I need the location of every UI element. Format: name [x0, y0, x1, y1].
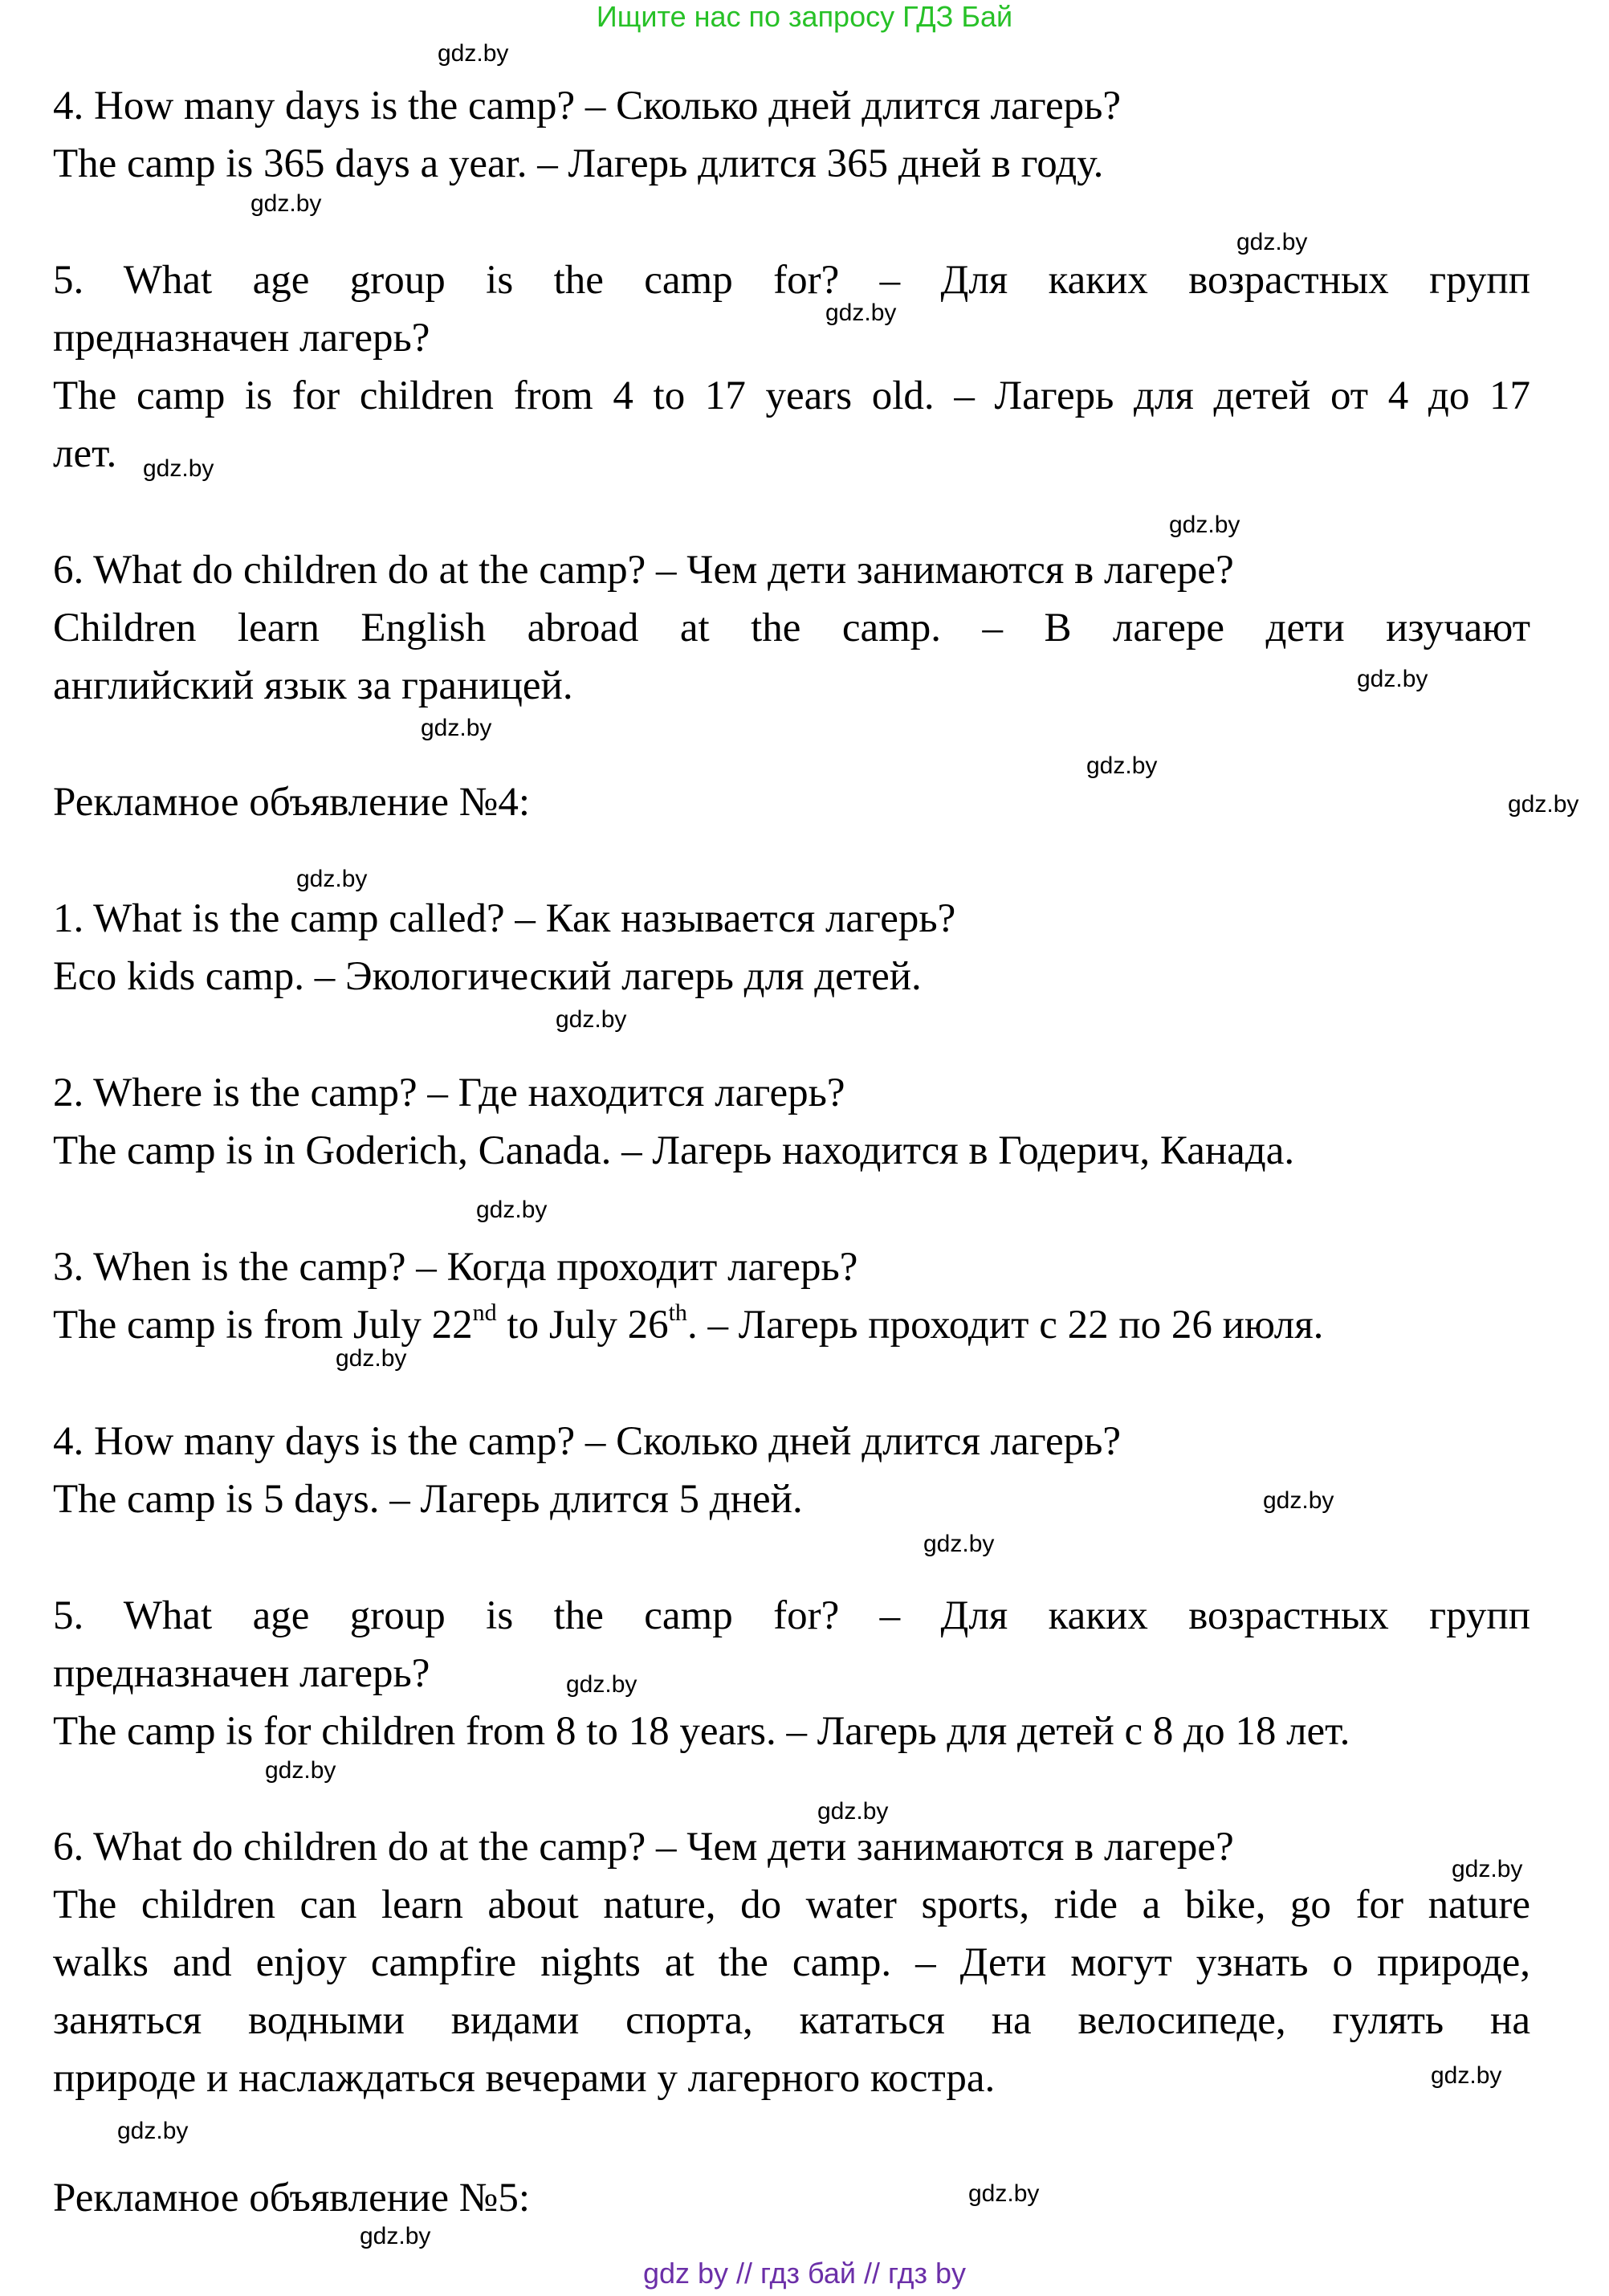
answer-5a-line1: The camp is for children from 4 to 17 years old. – Лагерь для детей от 4 до 17	[53, 373, 1530, 418]
watermark: gdz.by	[117, 2118, 189, 2144]
watermark: gdz.by	[1086, 752, 1158, 779]
answer-6b-line2: walks and enjoy campfire nights at the camp. – Дети могут узнать о природе,	[53, 1940, 1530, 1985]
answer-4a: The camp is 365 days a year. – Лагерь длится 365 дней в году.	[53, 141, 1104, 186]
ad-heading-4: Рекламное объявление №4:	[53, 780, 531, 825]
watermark: gdz.by	[1357, 666, 1428, 692]
watermark: gdz.by	[1452, 1856, 1523, 1882]
watermark: gdz.by	[476, 1197, 548, 1223]
answer-3b	[53, 1296, 1530, 1354]
question-4b: 4. How many days is the camp? – Сколько дней длится лагерь?	[53, 1419, 1122, 1464]
answer-3b-part1: The camp is from July 22	[53, 1303, 473, 1348]
watermark: gdz.by	[296, 866, 368, 892]
watermark: gdz.by	[265, 1757, 336, 1784]
watermark: gdz.by	[438, 40, 509, 67]
question-5a-line2: предназначен лагерь?	[53, 316, 430, 361]
answer-6a-line2: английский язык за границей.	[53, 663, 573, 708]
footer-links[interactable]: gdz by // гдз бай // гдз by	[642, 2257, 967, 2290]
answer-3b-sup1: nd	[472, 1299, 497, 1326]
question-6b: 6. What do children do at the camp? – Чем дети занимаются в лагере?	[53, 1825, 1234, 1870]
answer-6b-line3: заняться водными видами спорта, кататься на велосипеде, гулять на	[53, 1998, 1530, 2043]
watermark: gdz.by	[556, 1006, 627, 1033]
watermark: gdz.by	[968, 2180, 1040, 2207]
watermark: gdz.by	[143, 455, 214, 482]
question-1b: 1. What is the camp called? – Как называется лагерь?	[53, 896, 956, 941]
answer-4b: The camp is 5 days. – Лагерь длится 5 дней.	[53, 1477, 803, 1522]
question-5b-line2: предназначен лагерь?	[53, 1651, 430, 1696]
search-banner[interactable]: Ищите нас по запросу ГДЗ Бай	[596, 0, 1013, 33]
answer-3b-sup2: th	[668, 1299, 687, 1326]
answer-3b-part2: to July 26	[496, 1303, 669, 1348]
question-6a: 6. What do children do at the camp? – Чем дети занимаются в лагере?	[53, 548, 1234, 593]
watermark: gdz.by	[1431, 2062, 1502, 2089]
answer-6a-line1: Children learn English abroad at the camp. – В лагере дети изучают	[53, 606, 1530, 650]
answer-6b-line1: The children can learn about nature, do water sports, ride a bike, go for nature	[53, 1882, 1530, 1927]
watermark: gdz.by	[1508, 791, 1579, 818]
answer-5b: The camp is for children from 8 to 18 years. – Лагерь для детей с 8 до 18 лет.	[53, 1709, 1350, 1754]
question-5b-line1: 5. What age group is the camp for? – Для каких возрастных групп	[53, 1593, 1530, 1638]
answer-2b: The camp is in Goderich, Canada. – Лагерь находится в Годерич, Канада.	[53, 1128, 1295, 1173]
watermark: gdz.by	[1263, 1487, 1334, 1514]
watermark: gdz.by	[251, 190, 322, 217]
watermark: gdz.by	[825, 300, 897, 326]
question-2b: 2. Where is the camp? – Где находится лагерь?	[53, 1071, 845, 1115]
watermark: gdz.by	[566, 1671, 637, 1698]
ad-heading-5: Рекламное объявление №5:	[53, 2176, 531, 2221]
watermark: gdz.by	[817, 1798, 889, 1825]
watermark: gdz.by	[336, 1345, 407, 1372]
question-3b: 3. When is the camp? – Когда проходит лагерь?	[53, 1245, 858, 1290]
watermark: gdz.by	[1169, 512, 1240, 538]
answer-5a-line2: лет.	[53, 431, 117, 476]
question-5a-line1: 5. What age group is the camp for? – Для каких возрастных групп	[53, 258, 1530, 303]
watermark: gdz.by	[421, 715, 492, 741]
watermark: gdz.by	[1236, 229, 1308, 255]
question-4a: 4. How many days is the camp? – Сколько дней длится лагерь?	[53, 84, 1122, 128]
answer-3b-part3: . – Лагерь проходит с 22 по 26 июля.	[686, 1303, 1324, 1348]
watermark: gdz.by	[923, 1531, 995, 1557]
watermark: gdz.by	[360, 2223, 431, 2249]
answer-6b-line4: природе и наслаждаться вечерами у лагерного костра.	[53, 2056, 996, 2101]
answer-1b: Eco kids camp. – Экологический лагерь для детей.	[53, 954, 922, 999]
